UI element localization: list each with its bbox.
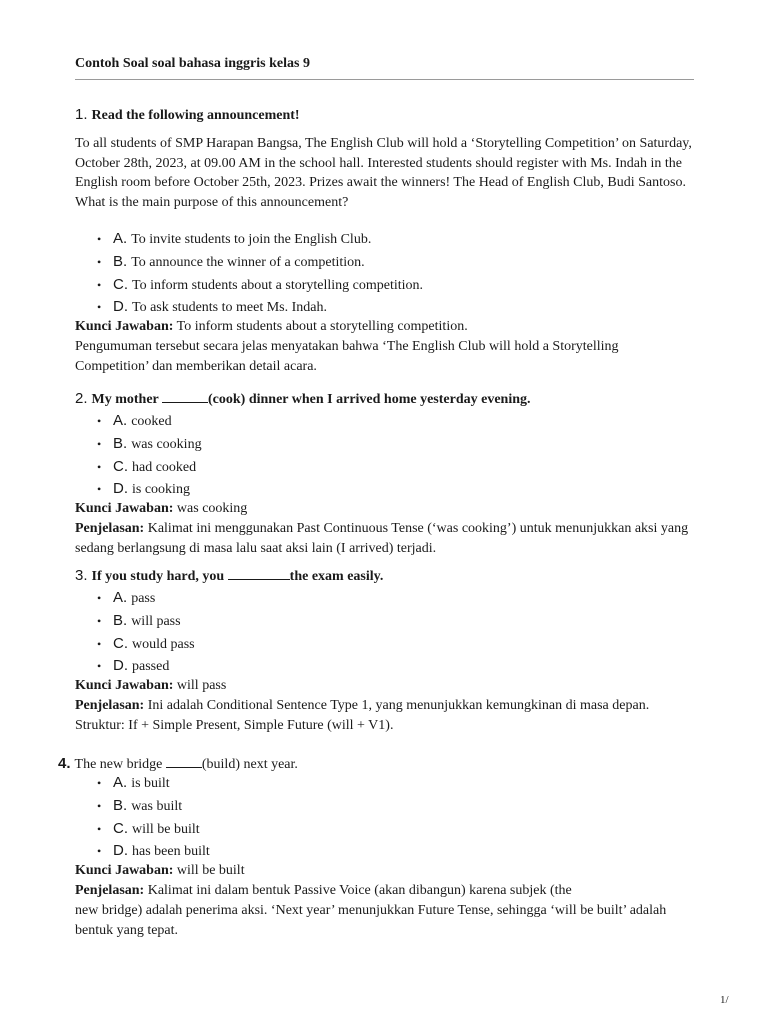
option-a[interactable]: • A. To invite students to join the English Club.: [75, 228, 694, 251]
option-b[interactable]: • B. will pass: [75, 610, 694, 633]
bullet-icon: •: [97, 799, 102, 813]
explanation: Penjelasan: Kalimat ini menggunakan Past Continuous Tense (‘was cooking’) untuk menunjukkan aksi yang sedang berlangsung di masa lalu saat aksi lain (I arrived) terjadi.: [75, 521, 689, 556]
question-number: 3.: [75, 567, 88, 584]
question-1-heading: [75, 105, 694, 126]
answer-key: Kunci Jawaban: will be built: [75, 863, 245, 878]
option-d[interactable]: • D. passed: [97, 657, 170, 674]
option-a[interactable]: • A. is built: [75, 772, 694, 795]
announcement-passage: To all students of SMP Harapan Bangsa, The English Club will hold a ‘Storytelling Competition’ on Saturday, October 28th, 2023, at 09.00 AM in the school hall. Interested students should register with Ms. Indah in the English room before October 25th, 2023. Prizes await the winners! The Head of English Club, Budi Santoso. What is the main purpose of this announcement?: [75, 136, 692, 210]
bullet-icon: •: [97, 659, 102, 673]
document-header: [75, 54, 694, 80]
option-c[interactable]: • C. will be built: [75, 818, 694, 841]
bullet-icon: •: [97, 776, 102, 790]
option-c[interactable]: • C. To inform students about a storytelling competition.: [75, 274, 694, 297]
option-b[interactable]: • B. was cooking: [75, 433, 694, 456]
question-3-heading: 3. If you study hard, you the exam easily.: [75, 567, 384, 584]
question-2: [75, 389, 694, 559]
question-number: 4.: [58, 755, 71, 772]
option-a[interactable]: • A. cooked: [75, 410, 694, 433]
answer-key: Kunci Jawaban: To inform students about a storytelling competition.: [75, 319, 468, 334]
fill-blank: [162, 389, 208, 403]
explanation: Pengumuman tersebut secara jelas menyatakan bahwa ‘The English Club will hold a Storytelling Competition’ dan memberikan detail acara.: [75, 339, 619, 374]
explanation: Penjelasan: Ini adalah Conditional Sentence Type 1, yang menunjukkan kemungkinan di masa depan. Struktur: If + Simple Present, Simple Future (will + V1).: [75, 698, 650, 733]
question-4: [75, 772, 694, 941]
option-b[interactable]: • B. To announce the winner of a competition.: [75, 251, 694, 274]
option-b[interactable]: • B. was built: [75, 795, 694, 818]
option-c[interactable]: • C. would pass: [75, 633, 694, 656]
bullet-icon: •: [97, 437, 102, 451]
document-title: Contoh Soal soal bahasa inggris kelas 9: [75, 56, 310, 71]
bullet-icon: •: [97, 300, 102, 314]
bullet-icon: •: [97, 482, 102, 496]
answer-options: [75, 772, 694, 862]
question-4-heading: 4. The new bridge (build) next year.: [58, 755, 298, 772]
option-d[interactable]: • D. has been built: [97, 842, 210, 859]
option-c[interactable]: • C. had cooked: [75, 456, 694, 479]
question-number: 1.: [75, 106, 88, 123]
question-2-heading: 2. My mother (cook) dinner when I arrived home yesterday evening.: [75, 390, 531, 407]
option-d[interactable]: • D. is cooking: [97, 480, 190, 497]
question-3: [75, 566, 694, 736]
answer-options: [75, 587, 694, 677]
bullet-icon: •: [97, 844, 102, 858]
bullet-icon: •: [97, 614, 102, 628]
explanation-continued: new bridge) adalah penerima aksi. ‘Next year’ menunjukkan Future Tense, sehingga ‘will be built’ adalah bentuk yang tepat.: [75, 903, 667, 938]
bullet-icon: •: [97, 591, 102, 605]
bullet-icon: •: [97, 414, 102, 428]
fill-blank: [166, 754, 202, 768]
bullet-icon: •: [97, 232, 102, 246]
answer-options: [75, 410, 694, 500]
answer-key: Kunci Jawaban: was cooking: [75, 501, 248, 516]
answer-options: [75, 228, 694, 318]
bullet-icon: •: [97, 255, 102, 269]
answer-key: Kunci Jawaban: will pass: [75, 678, 227, 693]
question-1: [75, 105, 694, 377]
bullet-icon: •: [97, 637, 102, 651]
fill-blank: [228, 566, 290, 580]
bullet-icon: •: [97, 460, 102, 474]
bullet-icon: •: [97, 278, 102, 292]
bullet-icon: •: [97, 822, 102, 836]
option-a[interactable]: • A. pass: [75, 587, 694, 610]
header-divider: [75, 79, 694, 80]
option-d[interactable]: • D. To ask students to meet Ms. Indah.: [97, 298, 327, 315]
question-number: 2.: [75, 390, 88, 407]
page-number: 1/: [720, 994, 729, 1006]
question-prompt: Read the following announcement!: [91, 108, 300, 123]
explanation: Penjelasan: Kalimat ini dalam bentuk Passive Voice (akan dibangun) karena subjek (the: [75, 883, 572, 898]
